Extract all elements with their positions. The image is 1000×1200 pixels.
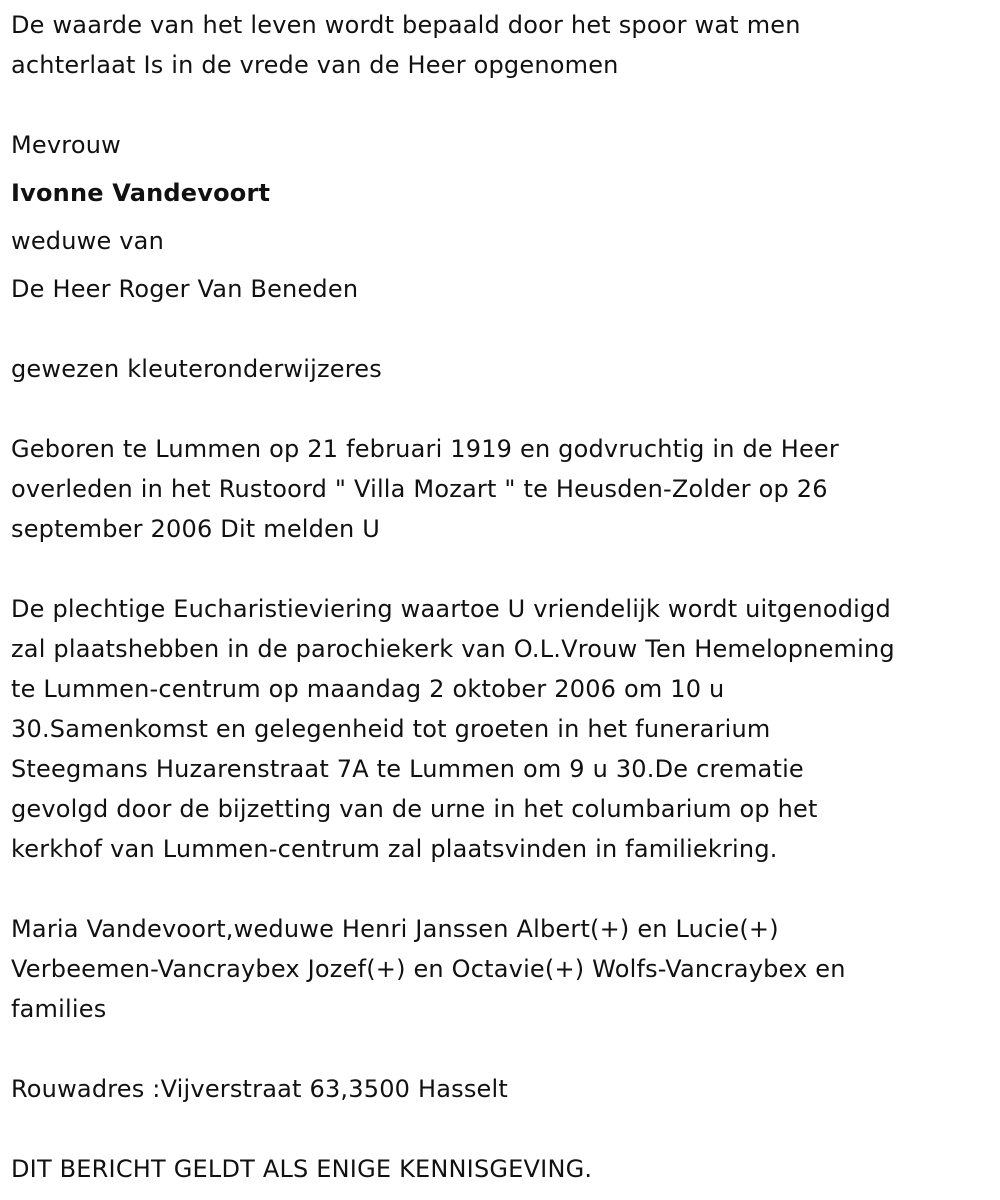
family-line: Maria Vandevoort,weduwe Henri Janssen Albert(+) en Lucie(+) [11,915,779,943]
ceremony-line: te Lummen-centrum op maandag 2 oktober 2006 om 10 u [11,675,725,703]
ceremony-line: Steegmans Huzarenstraat 7A te Lummen om 9 u 30.De crematie [11,755,804,783]
title-text: Mevrouw [11,131,121,159]
spouse-name: De Heer Roger Van Beneden [11,275,359,303]
ceremony-text [11,589,895,869]
family-line: families [11,995,107,1023]
birth-death-text [11,429,839,549]
ceremony-line: 30.Samenkomst en gelegenheid tot groeten in het funerarium [11,715,771,743]
birth-death-line: overleden in het Rustoord " Villa Mozart " te Heusden-Zolder op 26 [11,475,828,503]
intro-line: De waarde van het leven wordt bepaald door het spoor wat men [11,11,801,39]
deceased-name: Ivonne Vandevoort [11,179,271,207]
birth-death-line: september 2006 Dit melden U [11,515,381,543]
birth-death-line: Geboren te Lummen op 21 februari 1919 en godvruchtig in de Heer [11,435,839,463]
ceremony-line: zal plaatshebben in de parochiekerk van O.L.Vrouw Ten Hemelopneming [11,635,895,663]
occupation-text: gewezen kleuteronderwijzeres [11,355,382,383]
mourning-address: Rouwadres :Vijverstraat 63,3500 Hasselt [11,1075,508,1103]
closing-statement: DIT BERICHT GELDT ALS ENIGE KENNISGEVING. [11,1155,593,1183]
family-text [11,909,846,1029]
relation-text: weduwe van [11,227,164,255]
intro-line: achterlaat Is in de vrede van de Heer opgenomen [11,51,619,79]
intro-text [11,5,801,85]
ceremony-line: De plechtige Eucharistieviering waartoe U vriendelijk wordt uitgenodigd [11,595,891,623]
family-line: Verbeemen-Vancraybex Jozef(+) en Octavie(+) Wolfs-Vancraybex en [11,955,846,983]
ceremony-line: kerkhof van Lummen-centrum zal plaatsvinden in familiekring. [11,835,778,863]
ceremony-line: gevolgd door de bijzetting van de urne in het columbarium op het [11,795,818,823]
